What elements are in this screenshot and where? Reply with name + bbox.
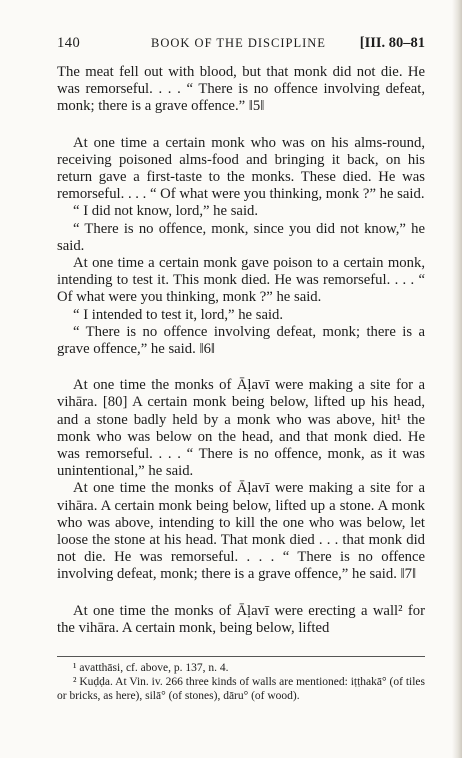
- paragraph: “ There is no offence involving defeat, monk; there is a grave offence,” he said. ‖6‖: [57, 323, 425, 358]
- footnote: ² Kuḍḍa. At Vin. iv. 266 three kinds of walls are mentioned: iṭṭhakā° (of tiles or bricks, as here), silā° (of stones), dāru° (of wood).: [57, 676, 425, 702]
- paragraph: At one time the monks of Āḷavī were making a site for a vihāra. [80] A certain monk being below, lifted up his head, and a stone badly held by a monk who was above, hit¹ the monk who was below on the head, and that monk died. He was remorseful. . . . “ There is no offence, monk, as it was unintentional,” he said.: [57, 377, 425, 480]
- section-gap: [57, 358, 425, 377]
- paragraph: At one time the monks of Āḷavī were erecting a wall² for the vihāra. A certain monk, being below, lifted: [57, 602, 425, 636]
- paragraph: At one time the monks of Āḷavī were making a site for a vihāra. A certain monk being below, lifted up a stone. A monk who was above, intending to kill the one who was below, let loose the stone at his head. That monk died . . . that monk did not die. He was remorseful. . . . “ There is no offence involving defeat, monk; there is a grave offence,” he said. ‖7‖: [57, 480, 425, 583]
- footnotes: [57, 656, 425, 703]
- paragraph: At one time a certain monk gave poison to a certain monk, intending to test it. This monk died. He was remorseful. . . . “ Of what were you thinking, monk ?” he said.: [57, 255, 425, 306]
- paragraph: At one time a certain monk who was on his alms-round, receiving poisoned alms-food and bringing it back, on his return gave a first-taste to the monks. These died. He was remorseful. . . . “ Of what were you thinking, monk ?” he said.: [57, 134, 425, 203]
- section-gap: [57, 116, 425, 135]
- section-gap: [57, 584, 425, 603]
- paragraph: “ I did not know, lord,” he said.: [73, 203, 259, 220]
- paragraph: The meat fell out with blood, but that monk did not die. He was remorseful. . . . “ There is no offence involving defeat, monk; there is a grave offence.” ‖5‖: [57, 64, 425, 115]
- paragraph: “ There is no offence, monk, since you did not know,” he said.: [57, 220, 425, 254]
- footnote: ¹ avatthāsi, cf. above, p. 137, n. 4.: [73, 662, 229, 674]
- paragraph: “ I intended to test it, lord,” he said.: [73, 306, 284, 323]
- page-number: 140: [57, 35, 81, 51]
- body-text: [57, 64, 425, 637]
- running-title: BOOK OF THE DISCIPLINE: [151, 36, 326, 50]
- page-edge-shadow: [452, 0, 462, 758]
- section-reference: [III. 80–81: [359, 35, 425, 51]
- running-header: [57, 35, 425, 55]
